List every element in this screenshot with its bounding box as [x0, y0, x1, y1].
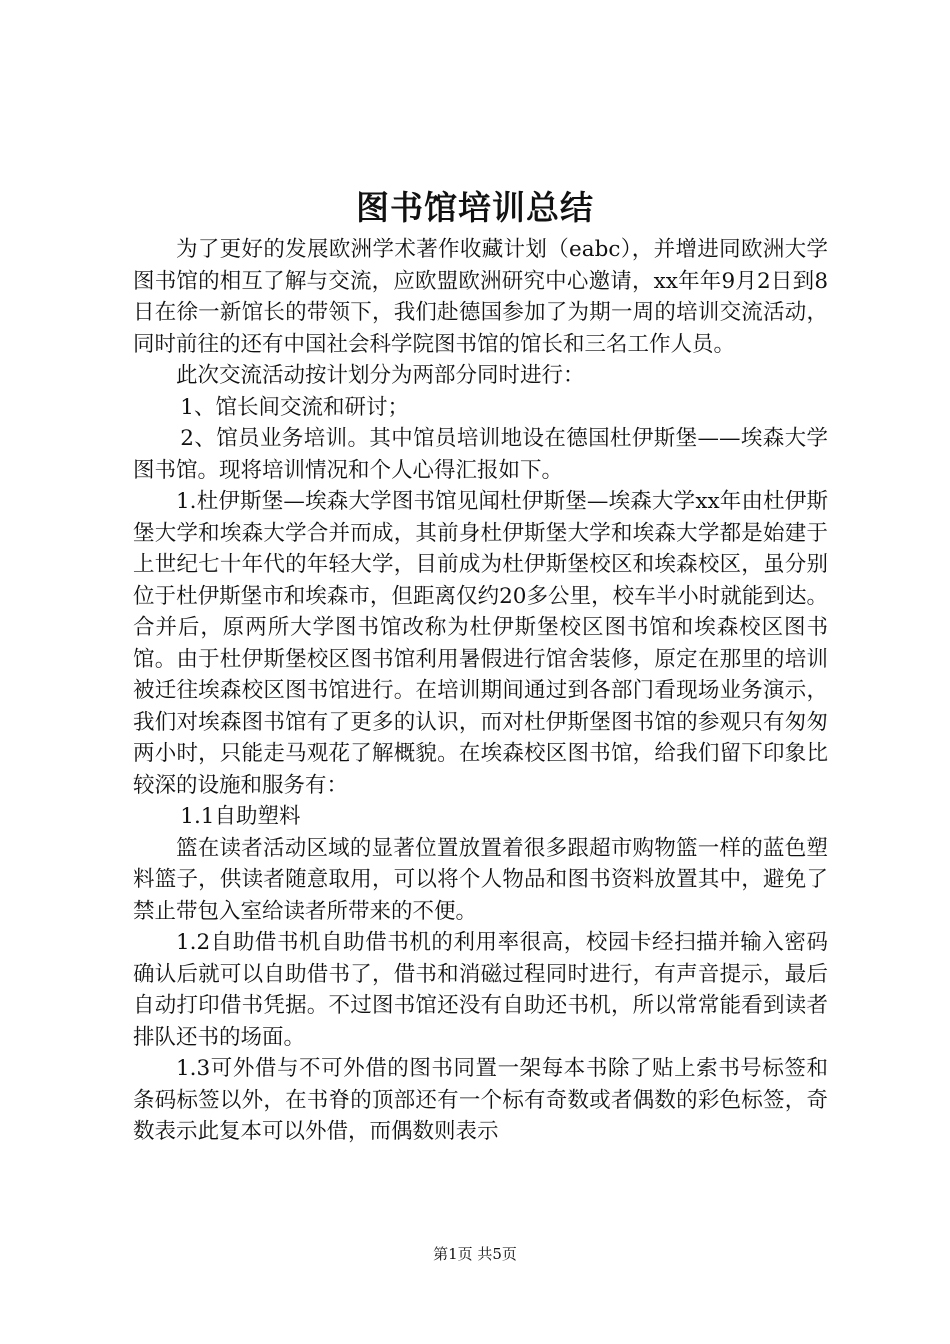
paragraph-item-1: 1、馆长间交流和研讨； — [180, 394, 409, 420]
document-title: 图书馆培训总结 — [356, 188, 594, 227]
document-body — [133, 234, 828, 1148]
paragraph-section-1-1: 篮在读者活动区域的显著位置放置着很多跟超市购物篮一样的蓝色塑料篮子，供读者随意取用，可以将个人物品和图书资料放置其中，避免了禁止带包入室给读者所带来的不便。 — [133, 835, 828, 924]
paragraph-item-2: 2、馆员业务培训。其中馆员培训地设在德国杜伊斯堡——埃森大学图书馆。现将培训情况和个人心得汇报如下。 — [133, 426, 828, 483]
paragraph-intro: 为了更好的发展欧洲学术著作收藏计划（eabc），并增进同欧洲大学图书馆的相互了解与交流，应欧盟欧洲研究中心邀请，xx年年9月2日到8日在徐一新馆长的带领下，我们赴德国参加了为期一周的培训交流活动，同时前往的还有中国社会科学院图书馆的馆长和三名工作人员。 — [133, 237, 828, 357]
paragraph-section-1-2: 1.2自助借书机自助借书机的利用率很高，校园卡经扫描并输入密码确认后就可以自助借书了，借书和消磁过程同时进行，有声音提示，最后自动打印借书凭据。不过图书馆还没有自助还书机，所以常常能看到读者排队还书的场面。 — [133, 930, 828, 1050]
paragraph-plan: 此次交流活动按计划分为两部分同时进行： — [176, 363, 585, 388]
paragraph-section-1-3: 1.3可外借与不可外借的图书同置一架每本书除了贴上索书号标签和条码标签以外，在书脊的顶部还有一个标有奇数或者偶数的彩色标签，奇数表示此复本可以外借，而偶数则表示 — [133, 1056, 828, 1144]
paragraph-section-1: 1.杜伊斯堡—埃森大学图书馆见闻杜伊斯堡—埃森大学xx年由杜伊斯堡大学和埃森大学合并而成，其前身杜伊斯堡大学和埃森大学都是始建于上世纪七十年代的年轻大学，目前成为杜伊斯堡校区和埃森校区，虽分别位于杜伊斯堡市和埃森市，但距离仅约20多公里，校车半小时就能到达。合并后，原两所大学图书馆改称为杜伊斯堡校区图书馆和埃森校区图书馆。由于杜伊斯堡校区图书馆利用暑假进行馆舍装修，原定在那里的培训被迁往埃森校区图书馆进行。在培训期间通过到各部门看现场业务演示，我们对埃森图书馆有了更多的认识，而对杜伊斯堡图书馆的参观只有匆匆两小时，只能走马观花了解概貌。在埃森校区图书馆，给我们留下印象比较深的设施和服务有： — [133, 489, 828, 798]
paragraph-heading-1-1: 1.1自助塑料 — [180, 804, 301, 829]
page-number-footer: 第1页 共5页 — [433, 1245, 517, 1263]
